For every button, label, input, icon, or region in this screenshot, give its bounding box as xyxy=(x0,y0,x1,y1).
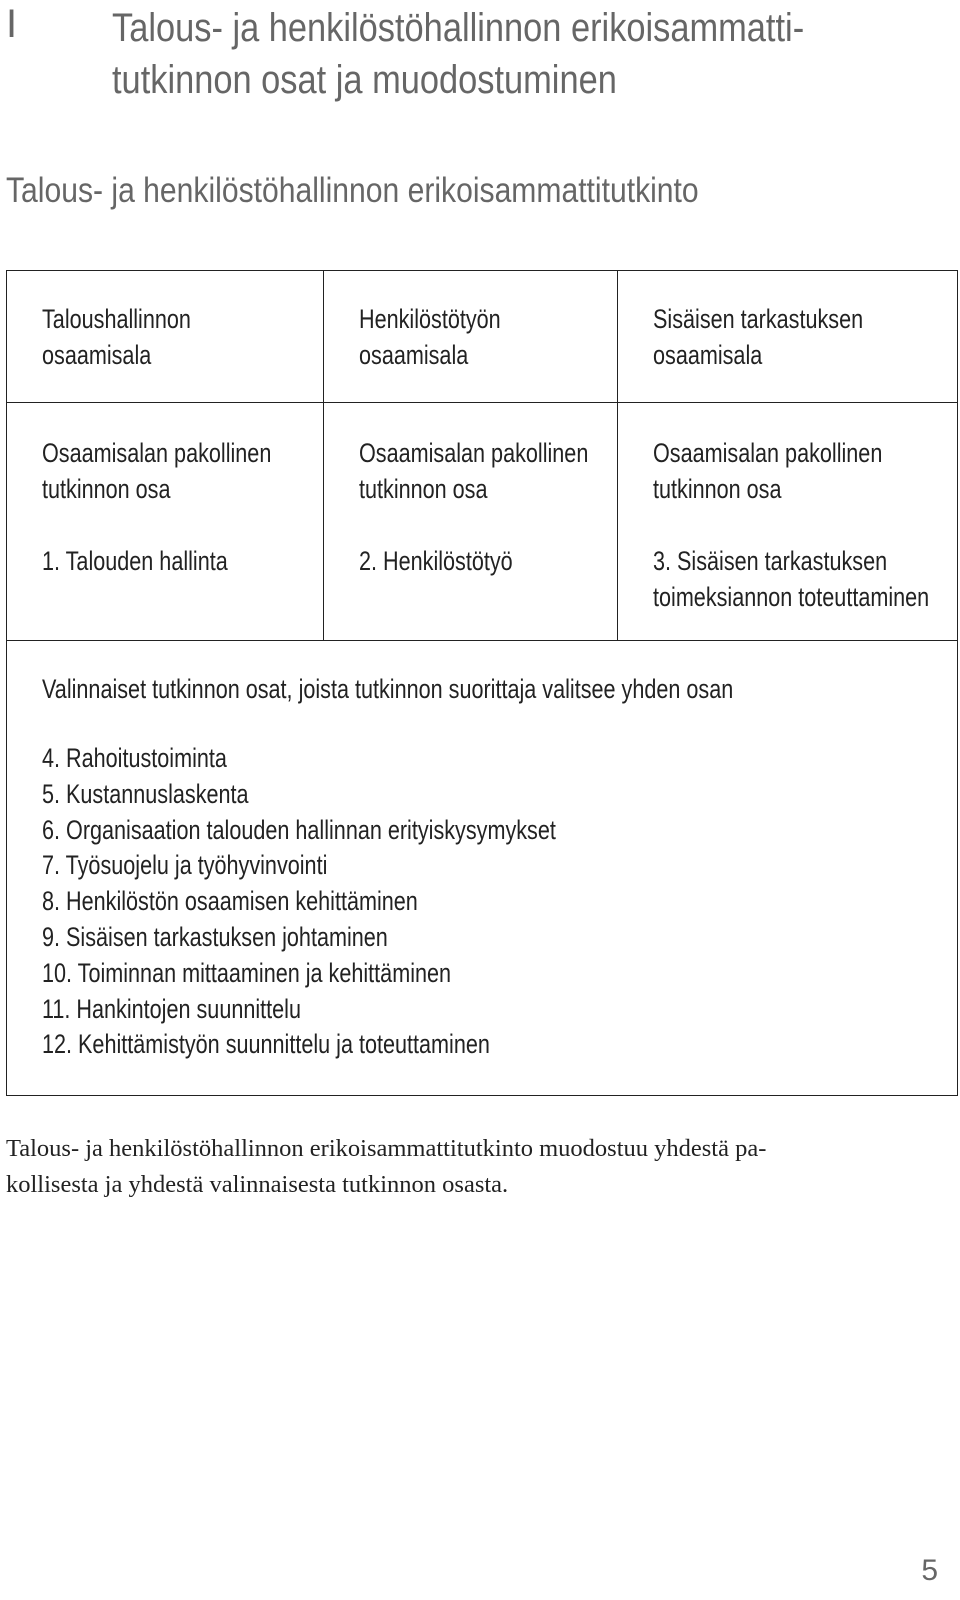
competence-area-1-line-1: Taloushallinnon xyxy=(42,304,191,334)
mandatory-label-1-line-2: tutkinnon osa xyxy=(42,474,171,504)
list-item: 11. Hankintojen suunnittelu xyxy=(42,993,301,1024)
competence-area-cell-1 xyxy=(7,271,324,402)
list-item: 12. Kehittämistyön suunnittelu ja toteuttaminen xyxy=(42,1029,490,1060)
mandatory-part-1-line-1: 1. Talouden hallinta xyxy=(42,546,228,576)
list-item: 9. Sisäisen tarkastuksen johtaminen xyxy=(42,921,388,952)
mandatory-part-2-line-1: 2. Henkilöstötyö xyxy=(359,546,513,576)
list-item: 5. Kustannuslaskenta xyxy=(42,778,249,809)
qualification-table xyxy=(6,270,958,1096)
optional-parts-list xyxy=(42,741,684,1063)
competence-area-2-line-2: osaamisala xyxy=(359,340,469,370)
competence-area-3-line-1: Sisäisen tarkastuksen xyxy=(653,304,864,334)
list-item: 4. Rahoitustoiminta xyxy=(42,743,227,773)
competence-area-row xyxy=(7,271,957,403)
section-title-text: Talous- ja henkilöstöhallinnon erikoisammattitutkinto xyxy=(6,171,699,210)
competence-area-3-line-2: osaamisala xyxy=(653,340,763,370)
section-title xyxy=(6,170,811,212)
chapter-title-line-1: Talous- ja henkilöstöhallinnon erikoisammatti- xyxy=(112,6,805,50)
competence-area-1-line-2: osaamisala xyxy=(42,340,152,370)
optional-parts-heading-text: Valinnaiset tutkinnon osat, joista tutkinnon suorittaja valitsee yhden osan xyxy=(42,674,734,704)
mandatory-part-cell-3 xyxy=(618,403,957,640)
summary-line-1: Talous- ja henkilöstöhallinnon erikoisammattitutkinto muodostuu yhdestä pa- xyxy=(6,1135,767,1162)
optional-parts-heading xyxy=(42,671,906,707)
mandatory-part-3-line-1: 3. Sisäisen tarkastuksen xyxy=(653,546,888,576)
summary-line-2: kollisesta ja yhdestä valinnaisesta tutkinnon osasta. xyxy=(6,1171,509,1198)
list-item: 7. Työsuojelu ja työhyvinvointi xyxy=(42,850,328,881)
mandatory-label-2-line-1: Osaamisalan pakollinen xyxy=(359,438,589,468)
list-item: 6. Organisaation talouden hallinnan erityiskysymykset xyxy=(42,814,556,845)
mandatory-part-cell-1 xyxy=(7,403,324,640)
competence-area-cell-3 xyxy=(618,271,957,402)
list-item: 8. Henkilöstön osaamisen kehittäminen xyxy=(42,886,418,917)
mandatory-label-2-line-2: tutkinnon osa xyxy=(359,474,488,504)
chapter-title-line-2: tutkinnon osat ja muodostuminen xyxy=(112,58,617,102)
list-item: 10. Toiminnan mittaaminen ja kehittäminen xyxy=(42,957,452,988)
competence-area-cell-2 xyxy=(324,271,618,402)
optional-parts-row xyxy=(7,641,957,1095)
summary-paragraph xyxy=(6,1131,946,1203)
competence-area-2-line-1: Henkilöstötyön xyxy=(359,304,501,334)
mandatory-part-cell-2 xyxy=(324,403,618,640)
mandatory-label-3-line-1: Osaamisalan pakollinen xyxy=(653,438,883,468)
mandatory-label-3-line-2: tutkinnon osa xyxy=(653,474,782,504)
page-number: 5 xyxy=(921,1554,938,1587)
mandatory-label-1-line-1: Osaamisalan pakollinen xyxy=(42,438,272,468)
mandatory-part-3-line-2: toimeksiannon toteuttaminen xyxy=(653,582,930,612)
mandatory-parts-row xyxy=(7,403,957,641)
chapter-number: I xyxy=(6,2,18,46)
chapter-title xyxy=(112,2,942,106)
